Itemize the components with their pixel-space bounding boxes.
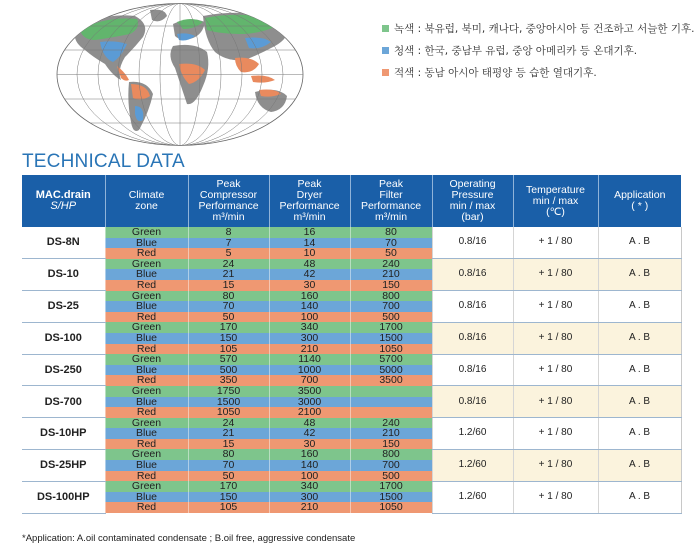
- performance-cell: 80: [188, 449, 269, 460]
- performance-cell: 800: [350, 449, 432, 460]
- header-line: Performance: [279, 200, 340, 212]
- performance-cell: 700: [350, 301, 432, 312]
- climate-zone-cell: Red: [105, 471, 188, 482]
- performance-cell: [350, 397, 432, 408]
- performance-cell: 1700: [350, 481, 432, 492]
- pressure-cell: 0.8/16: [432, 354, 513, 386]
- performance-cell: 1000: [269, 365, 350, 376]
- header-line: Compressor: [199, 189, 258, 201]
- header-line: min / max: [532, 194, 579, 207]
- temperature-cell: + 1 / 80: [513, 322, 598, 354]
- climate-zone-cell: Blue: [105, 428, 188, 439]
- performance-cell: 21: [188, 269, 269, 280]
- climate-zone-cell: Red: [105, 344, 188, 355]
- header-dryer: [269, 175, 350, 227]
- performance-cell: 70: [188, 460, 269, 471]
- page-title: TECHNICAL DATA: [22, 151, 185, 172]
- header-line: ( * ): [631, 200, 649, 212]
- climate-zone-cell: Blue: [105, 365, 188, 376]
- temperature-cell: + 1 / 80: [513, 481, 598, 513]
- performance-cell: 160: [269, 449, 350, 460]
- climate-zone-cell: Blue: [105, 460, 188, 471]
- performance-cell: 16: [269, 227, 350, 238]
- legend-item: [382, 61, 695, 83]
- temperature-cell: + 1 / 80: [513, 418, 598, 450]
- climate-zone-cell: Red: [105, 248, 188, 259]
- legend-text: 녹색 : 북유럽, 북미, 캐나다, 중앙아시아 등 건조하고 서늘한 기후.: [394, 22, 695, 35]
- technical-data-table-wrap: [22, 175, 681, 514]
- header-line: Dryer: [296, 189, 323, 201]
- header-line: Peak: [297, 178, 322, 190]
- pressure-cell: 1.2/60: [432, 481, 513, 513]
- pressure-cell: 0.8/16: [432, 259, 513, 291]
- performance-cell: 1750: [188, 386, 269, 397]
- performance-cell: 300: [269, 492, 350, 503]
- performance-cell: 210: [350, 269, 432, 280]
- legend-swatch: [382, 69, 389, 76]
- world-climate-map: [55, 2, 305, 147]
- header-line: m³/min: [293, 211, 326, 223]
- legend-swatch: [382, 47, 389, 54]
- climate-zone-cell: Green: [105, 322, 188, 333]
- application-cell: A . B: [598, 386, 681, 418]
- performance-cell: 8: [188, 227, 269, 238]
- pressure-cell: 0.8/16: [432, 227, 513, 259]
- performance-cell: 80: [188, 291, 269, 302]
- performance-cell: 70: [188, 301, 269, 312]
- performance-cell: 100: [269, 471, 350, 482]
- performance-cell: 1500: [188, 397, 269, 408]
- performance-cell: 48: [269, 418, 350, 429]
- model-name: DS-10: [22, 259, 105, 291]
- performance-cell: 5000: [350, 365, 432, 376]
- performance-cell: 2100: [269, 407, 350, 418]
- header-line: m³/min: [374, 211, 408, 223]
- performance-cell: 170: [188, 481, 269, 492]
- performance-cell: 50: [188, 312, 269, 323]
- application-cell: A . B: [598, 354, 681, 386]
- table-row: [22, 354, 681, 365]
- performance-cell: 500: [188, 365, 269, 376]
- performance-cell: 700: [350, 460, 432, 471]
- pressure-cell: 0.8/16: [432, 386, 513, 418]
- legend-text: 청색 : 한국, 중남부 유럽, 중앙 아메리카 등 온대기후.: [394, 44, 638, 57]
- climate-zone-cell: Red: [105, 375, 188, 386]
- climate-zone-cell: Green: [105, 449, 188, 460]
- performance-cell: 3000: [269, 397, 350, 408]
- header-line: Peak: [379, 178, 403, 190]
- header-line: Pressure: [451, 189, 494, 201]
- header-line: Performance: [198, 200, 259, 212]
- performance-cell: 48: [269, 259, 350, 270]
- climate-zone-cell: Green: [105, 259, 188, 270]
- header-model-label: MAC.drain: [35, 189, 91, 201]
- table-row: [22, 227, 681, 238]
- header-line: (bar): [461, 211, 484, 223]
- performance-cell: 100: [269, 312, 350, 323]
- performance-cell: 1050: [188, 407, 269, 418]
- performance-cell: [350, 386, 432, 397]
- performance-cell: 800: [350, 291, 432, 302]
- performance-cell: 10: [269, 248, 350, 259]
- climate-zone-cell: Red: [105, 280, 188, 291]
- legend-item: [382, 39, 695, 61]
- application-cell: A . B: [598, 418, 681, 450]
- performance-cell: 42: [269, 428, 350, 439]
- performance-cell: 42: [269, 269, 350, 280]
- performance-cell: 340: [269, 322, 350, 333]
- table-header-row: [22, 175, 681, 227]
- performance-cell: 170: [188, 322, 269, 333]
- pressure-cell: 1.2/60: [432, 418, 513, 450]
- climate-zone-cell: Blue: [105, 492, 188, 503]
- performance-cell: 70: [350, 238, 432, 249]
- climate-zone-cell: Green: [105, 291, 188, 302]
- model-name: DS-8N: [22, 227, 105, 259]
- performance-cell: 240: [350, 418, 432, 429]
- performance-cell: 80: [350, 227, 432, 238]
- pressure-cell: 0.8/16: [432, 291, 513, 323]
- table-row: [22, 322, 681, 333]
- climate-zone-cell: Blue: [105, 238, 188, 249]
- header-compressor: [188, 175, 269, 227]
- model-name: DS-10HP: [22, 418, 105, 450]
- performance-cell: 50: [188, 471, 269, 482]
- performance-cell: 3500: [269, 386, 350, 397]
- header-line: Application: [614, 189, 666, 201]
- header-filter: [350, 175, 432, 227]
- performance-cell: 24: [188, 418, 269, 429]
- header-line: Performance: [360, 200, 422, 212]
- model-name: DS-25: [22, 291, 105, 323]
- performance-cell: 15: [188, 439, 269, 450]
- model-name: DS-100HP: [22, 481, 105, 513]
- performance-cell: 340: [269, 481, 350, 492]
- pressure-cell: 1.2/60: [432, 449, 513, 481]
- header-pressure: [432, 175, 513, 227]
- performance-cell: 30: [269, 439, 350, 450]
- application-footnote: *Application: A.oil contaminated condensate ; B.oil free, aggressive condensate: [22, 533, 356, 544]
- performance-cell: 700: [269, 375, 350, 386]
- header-line: min / max: [449, 200, 496, 212]
- climate-zone-cell: Red: [105, 407, 188, 418]
- climate-zone-cell: Red: [105, 439, 188, 450]
- header-line: zone: [135, 200, 158, 212]
- table-row: [22, 291, 681, 302]
- header-line: Operating: [449, 178, 496, 190]
- climate-zone-cell: Green: [105, 481, 188, 492]
- performance-cell: 570: [188, 354, 269, 365]
- performance-cell: 1050: [350, 344, 432, 355]
- header-line: (℃): [546, 205, 565, 218]
- table-body: [22, 227, 681, 513]
- header-line: Filter: [379, 189, 403, 201]
- performance-cell: 210: [269, 502, 350, 513]
- performance-cell: 3500: [350, 375, 432, 386]
- application-cell: A . B: [598, 481, 681, 513]
- climate-legend: [382, 17, 695, 83]
- performance-cell: 1500: [350, 492, 432, 503]
- temperature-cell: + 1 / 80: [513, 227, 598, 259]
- climate-zone-cell: Blue: [105, 301, 188, 312]
- model-name: DS-25HP: [22, 449, 105, 481]
- temperature-cell: + 1 / 80: [513, 354, 598, 386]
- performance-cell: 140: [269, 301, 350, 312]
- temperature-cell: + 1 / 80: [513, 386, 598, 418]
- model-name: DS-250: [22, 354, 105, 386]
- performance-cell: 160: [269, 291, 350, 302]
- application-cell: A . B: [598, 259, 681, 291]
- header-model: [22, 175, 105, 227]
- header-application: [598, 175, 681, 227]
- model-name: DS-100: [22, 322, 105, 354]
- performance-cell: 30: [269, 280, 350, 291]
- climate-zone-cell: Blue: [105, 397, 188, 408]
- technical-data-table: [22, 175, 682, 514]
- performance-cell: 140: [269, 460, 350, 471]
- performance-cell: 24: [188, 259, 269, 270]
- performance-cell: 500: [350, 312, 432, 323]
- performance-cell: 21: [188, 428, 269, 439]
- header-climate: [105, 175, 188, 227]
- pressure-cell: 0.8/16: [432, 322, 513, 354]
- application-cell: A . B: [598, 322, 681, 354]
- header-temperature: [513, 175, 598, 227]
- header-line: Climate: [128, 189, 165, 201]
- table-row: [22, 418, 681, 429]
- application-cell: A . B: [598, 449, 681, 481]
- performance-cell: 1700: [350, 322, 432, 333]
- performance-cell: 1140: [269, 354, 350, 365]
- table-row: [22, 259, 681, 270]
- climate-zone-cell: Green: [105, 418, 188, 429]
- climate-zone-cell: Green: [105, 386, 188, 397]
- climate-zone-cell: Red: [105, 312, 188, 323]
- performance-cell: 105: [188, 502, 269, 513]
- performance-cell: 240: [350, 259, 432, 270]
- legend-swatch: [382, 25, 389, 32]
- table-row: [22, 386, 681, 397]
- performance-cell: 14: [269, 238, 350, 249]
- performance-cell: 150: [188, 333, 269, 344]
- performance-cell: 50: [350, 248, 432, 259]
- performance-cell: 150: [350, 439, 432, 450]
- header-line: Temperature: [526, 183, 585, 196]
- header-model-suffix: S/HP: [50, 200, 77, 212]
- performance-cell: 500: [350, 471, 432, 482]
- performance-cell: 210: [350, 428, 432, 439]
- performance-cell: 350: [188, 375, 269, 386]
- performance-cell: 5700: [350, 354, 432, 365]
- performance-cell: 105: [188, 344, 269, 355]
- model-name: DS-700: [22, 386, 105, 418]
- climate-zone-cell: Red: [105, 502, 188, 513]
- performance-cell: 210: [269, 344, 350, 355]
- legend-text: 적색 : 동남 아시아 태평양 등 습한 열대기후.: [394, 66, 597, 79]
- table-row: [22, 449, 681, 460]
- performance-cell: 7: [188, 238, 269, 249]
- temperature-cell: + 1 / 80: [513, 291, 598, 323]
- performance-cell: 1050: [350, 502, 432, 513]
- performance-cell: 5: [188, 248, 269, 259]
- legend-item: [382, 17, 695, 39]
- application-cell: A . B: [598, 227, 681, 259]
- performance-cell: 150: [188, 492, 269, 503]
- table-row: [22, 481, 681, 492]
- climate-zone-cell: Blue: [105, 269, 188, 280]
- header-line: Peak: [216, 178, 241, 190]
- climate-zone-cell: Green: [105, 227, 188, 238]
- temperature-cell: + 1 / 80: [513, 259, 598, 291]
- temperature-cell: + 1 / 80: [513, 449, 598, 481]
- climate-zone-cell: Green: [105, 354, 188, 365]
- performance-cell: 15: [188, 280, 269, 291]
- performance-cell: 150: [350, 280, 432, 291]
- application-cell: A . B: [598, 291, 681, 323]
- performance-cell: 300: [269, 333, 350, 344]
- climate-zone-cell: Blue: [105, 333, 188, 344]
- header-line: m³/min: [212, 211, 245, 223]
- performance-cell: 1500: [350, 333, 432, 344]
